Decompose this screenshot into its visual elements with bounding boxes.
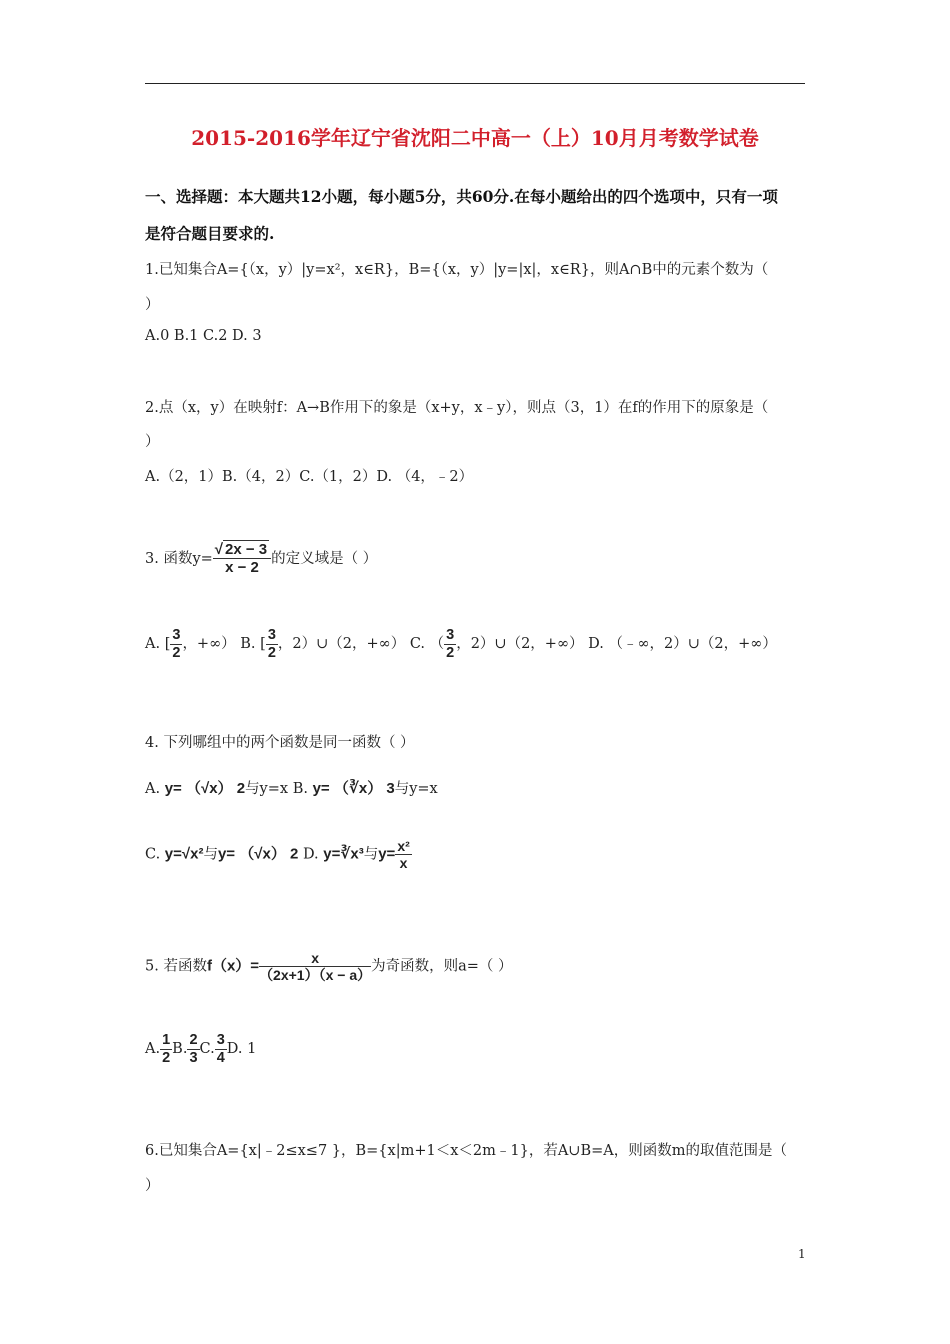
question-2-stem: 2.点（x，y）在映射f：A→B作用下的象是（x+y，x﹣y），则点（3，1）在f的作用下的原象是（: [145, 400, 769, 416]
question-6-stem: 6.已知集合A={x|﹣2≤x≤7 }，B={x|m+1＜x＜2m﹣1}，若A∪B=A，则函数m的取值范围是（: [145, 1143, 787, 1159]
question-5-options: A. $\frac{1}{2}$ B. $\frac{2}{3}$ C. $\frac{3}{4}$ D. 1: [145, 1032, 257, 1066]
question-4-option-d-fraction: $\frac{\text{x²}}{x}$: [397, 838, 410, 872]
question-1-stem-cont: ）: [145, 297, 160, 313]
top-rule: [145, 83, 805, 84]
section-heading-line2: 是符合题目要求的.: [145, 224, 275, 243]
page-number: 1: [798, 1247, 806, 1261]
question-1-stem: 1.已知集合A={（x，y）|y=x²，x∈R}，B={（x，y）|y=|x|，x∈R}，则A∩B中的元素个数为（: [145, 262, 769, 278]
question-1-options: A.0 B.1 C.2 D. 3: [145, 328, 262, 344]
question-3-stem: [145, 541, 377, 577]
question-4-option-a-formula: y= （√x） 2: [164, 780, 246, 797]
question-3-prefix: 3. 函数y=: [145, 550, 213, 567]
question-3-option-a-fraction: $\frac{3}{2}$: [172, 627, 181, 661]
question-6-stem-cont: ）: [145, 1178, 160, 1194]
question-5-option-b-fraction: $\frac{2}{3}$: [189, 1032, 198, 1066]
document-title: 2015-2016学年辽宁省沈阳二中高一（上）10月月考数学试卷: [191, 126, 759, 150]
question-3-denominator: x − 2: [225, 559, 259, 577]
question-3-suffix: 的定义域是（ ）: [271, 550, 378, 567]
question-3-option-c-fraction: $\frac{3}{2}$: [446, 627, 455, 661]
question-4-option-b-formula: y= （∛x） 3: [312, 780, 395, 797]
question-3-options: A. [ $\frac{3}{2}$ ，+∞） B. [ $\frac{3}{2}$ ，2）∪（2，+∞） C. （ $\frac{3}{2}$ ，2）∪（2，+∞） D. （﹣∞，2）∪（2，+∞）: [145, 627, 777, 661]
question-2-stem-cont: ）: [145, 434, 160, 450]
question-4-option-c-formula1: y=√x²: [164, 845, 204, 863]
question-4-options-ab: A. y= （√x） 2与y=x B. y= （∛x） 3与y=x: [145, 780, 438, 797]
question-5-option-a-fraction: $\frac{1}{2}$: [162, 1032, 171, 1066]
question-5-option-c-fraction: $\frac{3}{4}$: [216, 1032, 225, 1066]
question-3-fraction: [213, 541, 271, 577]
question-3-option-b-fraction: $\frac{3}{2}$: [267, 627, 276, 661]
question-2-options: A.（2，1）B.（4，2）C.（1，2）D. （4，﹣2）: [145, 469, 474, 485]
question-4-stem: 4. 下列哪组中的两个函数是同一函数（ ）: [145, 735, 415, 751]
question-5-fraction: $\frac{x}{(2x+1)(x - a)}$: [259, 950, 372, 984]
question-5-function: f（x）=: [206, 957, 260, 975]
question-3-numerator: √ 2x − 3: [213, 541, 271, 559]
question-4-option-d-formula1: y=∛x³: [323, 845, 364, 863]
section-heading-line1: 一、选择题：本大题共12小题，每小题5分，共60分.在每小题给出的四个选项中，只有一项: [145, 187, 778, 206]
question-4-option-c-formula2: y= （√x） 2: [217, 845, 299, 863]
question-4-options-cd: C. y=√x²与y= （√x） 2 D. y=∛x³与y= $\frac{\text{x²}}{x}$: [145, 838, 410, 872]
question-5-stem: 5. 若函数f（x）= $\frac{x}{(2x+1)(x - a)}$ 为奇函数，则a=（ ）: [145, 950, 513, 984]
